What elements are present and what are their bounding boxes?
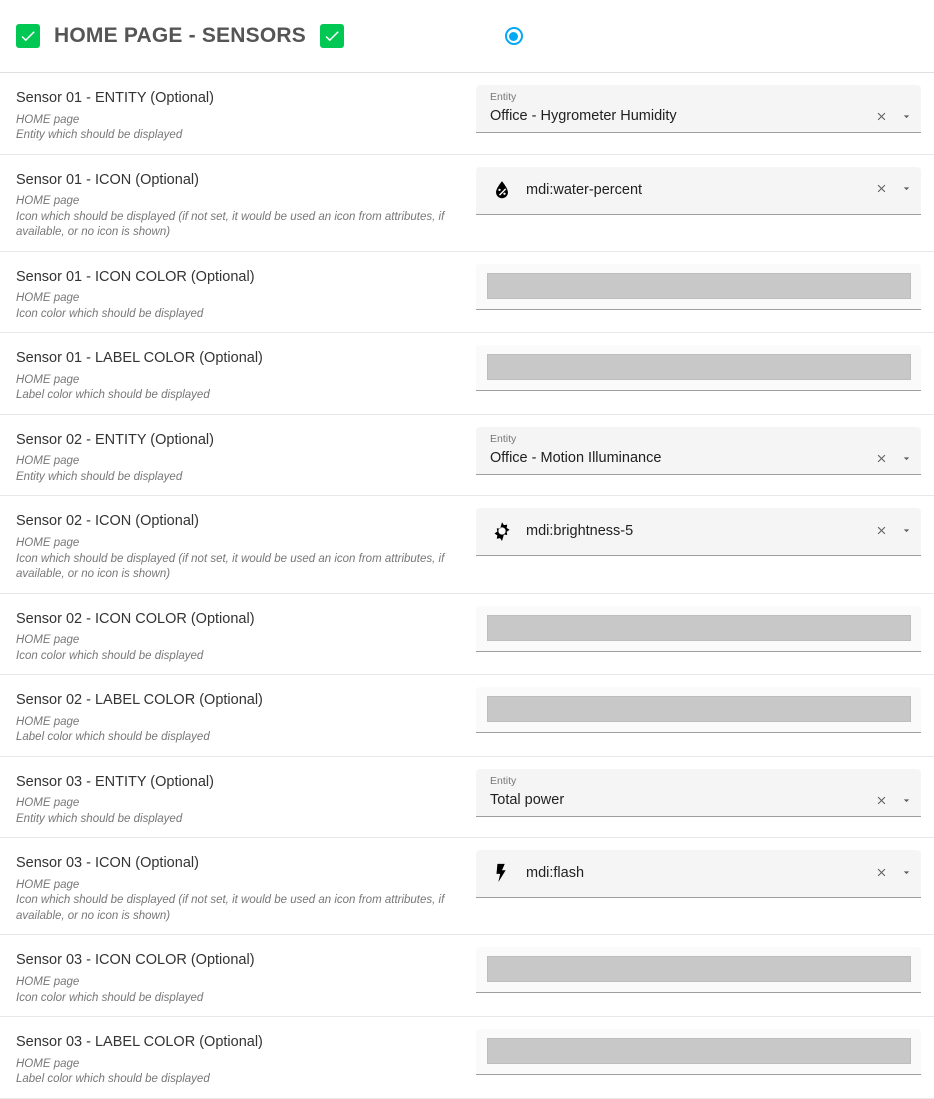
setting-description: Icon color which should be displayed — [16, 991, 204, 1004]
color-swatch[interactable] — [487, 354, 911, 380]
setting-row — [0, 333, 934, 415]
setting-row — [0, 415, 934, 497]
setting-title: Sensor 01 - ENTITY (Optional) — [16, 90, 214, 106]
color-picker-field[interactable] — [476, 606, 921, 652]
setting-title: Sensor 03 - LABEL COLOR (Optional) — [16, 1034, 263, 1051]
setting-scope: HOME page — [16, 537, 80, 550]
entity-value[interactable]: Office - Motion Illuminance — [490, 449, 662, 466]
clear-icon[interactable] — [875, 110, 888, 123]
setting-row-control — [476, 83, 921, 133]
field-content — [490, 775, 867, 809]
setting-title: Sensor 02 - ENTITY (Optional) — [16, 431, 214, 448]
chevron-down-icon[interactable] — [900, 182, 913, 195]
clear-icon[interactable] — [875, 794, 888, 807]
setting-scope: HOME page — [16, 292, 80, 305]
setting-row-control — [476, 506, 921, 556]
setting-title: Sensor 01 - ICON (Optional) — [16, 171, 199, 188]
setting-title: Sensor 02 - ICON (Optional) — [16, 513, 199, 530]
field-actions — [875, 866, 913, 881]
setting-row — [0, 252, 934, 334]
setting-row — [0, 73, 934, 155]
entity-value[interactable]: Office - Hygrometer Humidity — [490, 107, 677, 124]
setting-row-labels — [16, 343, 476, 404]
setting-row-labels — [16, 83, 476, 144]
setting-description: Entity which should be displayed — [16, 470, 183, 483]
setting-row — [0, 594, 934, 676]
setting-description: Icon color which should be displayed — [16, 307, 204, 320]
icon-picker-field[interactable] — [476, 850, 921, 898]
chevron-down-icon[interactable] — [900, 524, 913, 537]
color-swatch[interactable] — [487, 956, 911, 982]
setting-row — [0, 1017, 934, 1099]
chevron-down-icon[interactable] — [900, 110, 913, 123]
setting-row-control — [476, 425, 921, 475]
section-enable-checkbox-right[interactable] — [320, 24, 344, 48]
field-content — [490, 91, 867, 125]
setting-description: Label color which should be displayed — [16, 731, 210, 744]
field-label: Entity — [490, 91, 517, 104]
setting-scope: HOME page — [16, 373, 80, 386]
setting-row-control — [476, 1027, 921, 1075]
field-content — [490, 433, 867, 467]
clear-icon[interactable] — [875, 452, 888, 465]
setting-row-labels — [16, 506, 476, 582]
field-content — [526, 864, 867, 882]
field-actions — [875, 110, 913, 125]
setting-row-labels — [16, 425, 476, 486]
setting-row-labels — [16, 262, 476, 323]
icon-value[interactable]: mdi:flash — [526, 865, 585, 882]
field-actions — [875, 524, 913, 539]
setting-row — [0, 496, 934, 593]
entity-value[interactable]: Total power — [490, 791, 565, 808]
field-label: Entity — [490, 775, 517, 788]
setting-row — [0, 935, 934, 1017]
setting-row — [0, 757, 934, 839]
chevron-down-icon[interactable] — [900, 866, 913, 879]
flash-icon — [490, 861, 514, 885]
setting-row-control — [476, 165, 921, 215]
setting-scope: HOME page — [16, 195, 80, 208]
section-enable-checkbox-left[interactable] — [16, 24, 40, 48]
setting-description: Icon which should be displayed (if not set, it would be used an icon from attributes, if available, or no icon is shown) — [16, 552, 445, 581]
setting-row-labels — [16, 848, 476, 924]
setting-row-labels — [16, 767, 476, 828]
setting-description: Label color which should be displayed — [16, 1073, 210, 1086]
setting-scope: HOME page — [16, 715, 80, 728]
setting-row-control — [476, 945, 921, 993]
setting-row-control — [476, 848, 921, 898]
field-content — [526, 522, 867, 540]
setting-title: Sensor 01 - LABEL COLOR (Optional) — [16, 350, 263, 367]
setting-description: Icon which should be displayed (if not set, it would be used an icon from attributes, if available, or no icon is shown) — [16, 894, 445, 922]
setting-row-labels — [16, 945, 476, 1006]
field-label: Entity — [490, 433, 517, 446]
setting-row-control — [476, 604, 921, 652]
setting-row-control — [476, 262, 921, 310]
icon-picker-field[interactable] — [476, 508, 921, 556]
setting-scope: HOME page — [16, 455, 80, 468]
field-actions — [875, 794, 913, 809]
color-swatch[interactable] — [487, 273, 911, 299]
color-picker-field[interactable] — [476, 345, 921, 391]
field-actions — [875, 452, 913, 467]
icon-picker-field[interactable] — [476, 167, 921, 215]
setting-scope: HOME page — [16, 634, 80, 647]
setting-title: Sensor 01 - ICON COLOR (Optional) — [16, 268, 255, 285]
setting-description: Icon which should be displayed (if not set, it would be used an icon from attributes, if available, or no icon is shown) — [16, 210, 445, 239]
setting-description: Label color which should be displayed — [16, 389, 210, 402]
setting-row-labels — [16, 1027, 476, 1088]
setting-title: Sensor 03 - ENTITY (Optional) — [16, 773, 214, 790]
setting-row — [0, 675, 934, 757]
entity-picker-field[interactable] — [476, 769, 921, 817]
setting-title: Sensor 02 - ICON COLOR (Optional) — [16, 610, 255, 627]
setting-row-control — [476, 767, 921, 817]
settings-rows — [0, 73, 934, 1099]
setting-scope: HOME page — [16, 1057, 80, 1070]
icon-value[interactable]: mdi:brightness-5 — [526, 523, 634, 540]
setting-title: Sensor 03 - ICON (Optional) — [16, 855, 199, 872]
clear-icon[interactable] — [875, 524, 888, 537]
color-swatch[interactable] — [487, 615, 911, 641]
chevron-down-icon[interactable] — [900, 452, 913, 465]
setting-description: Icon color which should be displayed — [16, 649, 204, 662]
clear-icon[interactable] — [875, 182, 888, 195]
setting-row-control — [476, 685, 921, 733]
color-picker-field[interactable] — [476, 687, 921, 733]
chevron-down-icon[interactable] — [900, 794, 913, 807]
setting-row-control — [476, 343, 921, 391]
field-actions — [875, 182, 913, 197]
entity-picker-field[interactable] — [476, 427, 921, 475]
setting-row-labels — [16, 165, 476, 241]
setting-row — [0, 838, 934, 935]
setting-row-labels — [16, 604, 476, 665]
color-picker-field[interactable] — [476, 264, 921, 310]
setting-title: Sensor 02 - LABEL COLOR (Optional) — [16, 692, 263, 709]
setting-scope: HOME page — [16, 113, 80, 126]
setting-scope: HOME page — [16, 878, 80, 891]
setting-description: Entity which should be displayed — [16, 129, 183, 142]
setting-row-labels — [16, 685, 476, 746]
color-picker-field[interactable] — [476, 1029, 921, 1075]
setting-scope: HOME page — [16, 797, 80, 810]
icon-value[interactable]: mdi:water-percent — [526, 181, 643, 198]
brightness-5-icon — [490, 519, 514, 543]
radio-inner-dot — [509, 32, 518, 41]
setting-scope: HOME page — [16, 976, 80, 989]
section-header — [0, 0, 934, 73]
setting-title: Sensor 03 - ICON COLOR (Optional) — [16, 952, 255, 969]
color-swatch[interactable] — [487, 696, 911, 722]
radio-outer-ring — [505, 27, 523, 45]
section-radio-button[interactable] — [494, 16, 534, 56]
setting-row — [0, 155, 934, 252]
field-content — [526, 181, 867, 199]
water-percent-icon — [490, 178, 514, 202]
color-picker-field[interactable] — [476, 947, 921, 993]
setting-description: Entity which should be displayed — [16, 812, 183, 825]
clear-icon[interactable] — [875, 866, 888, 879]
color-swatch[interactable] — [487, 1038, 911, 1064]
entity-picker-field[interactable] — [476, 85, 921, 133]
page-title: HOME PAGE - SENSORS — [54, 24, 306, 47]
